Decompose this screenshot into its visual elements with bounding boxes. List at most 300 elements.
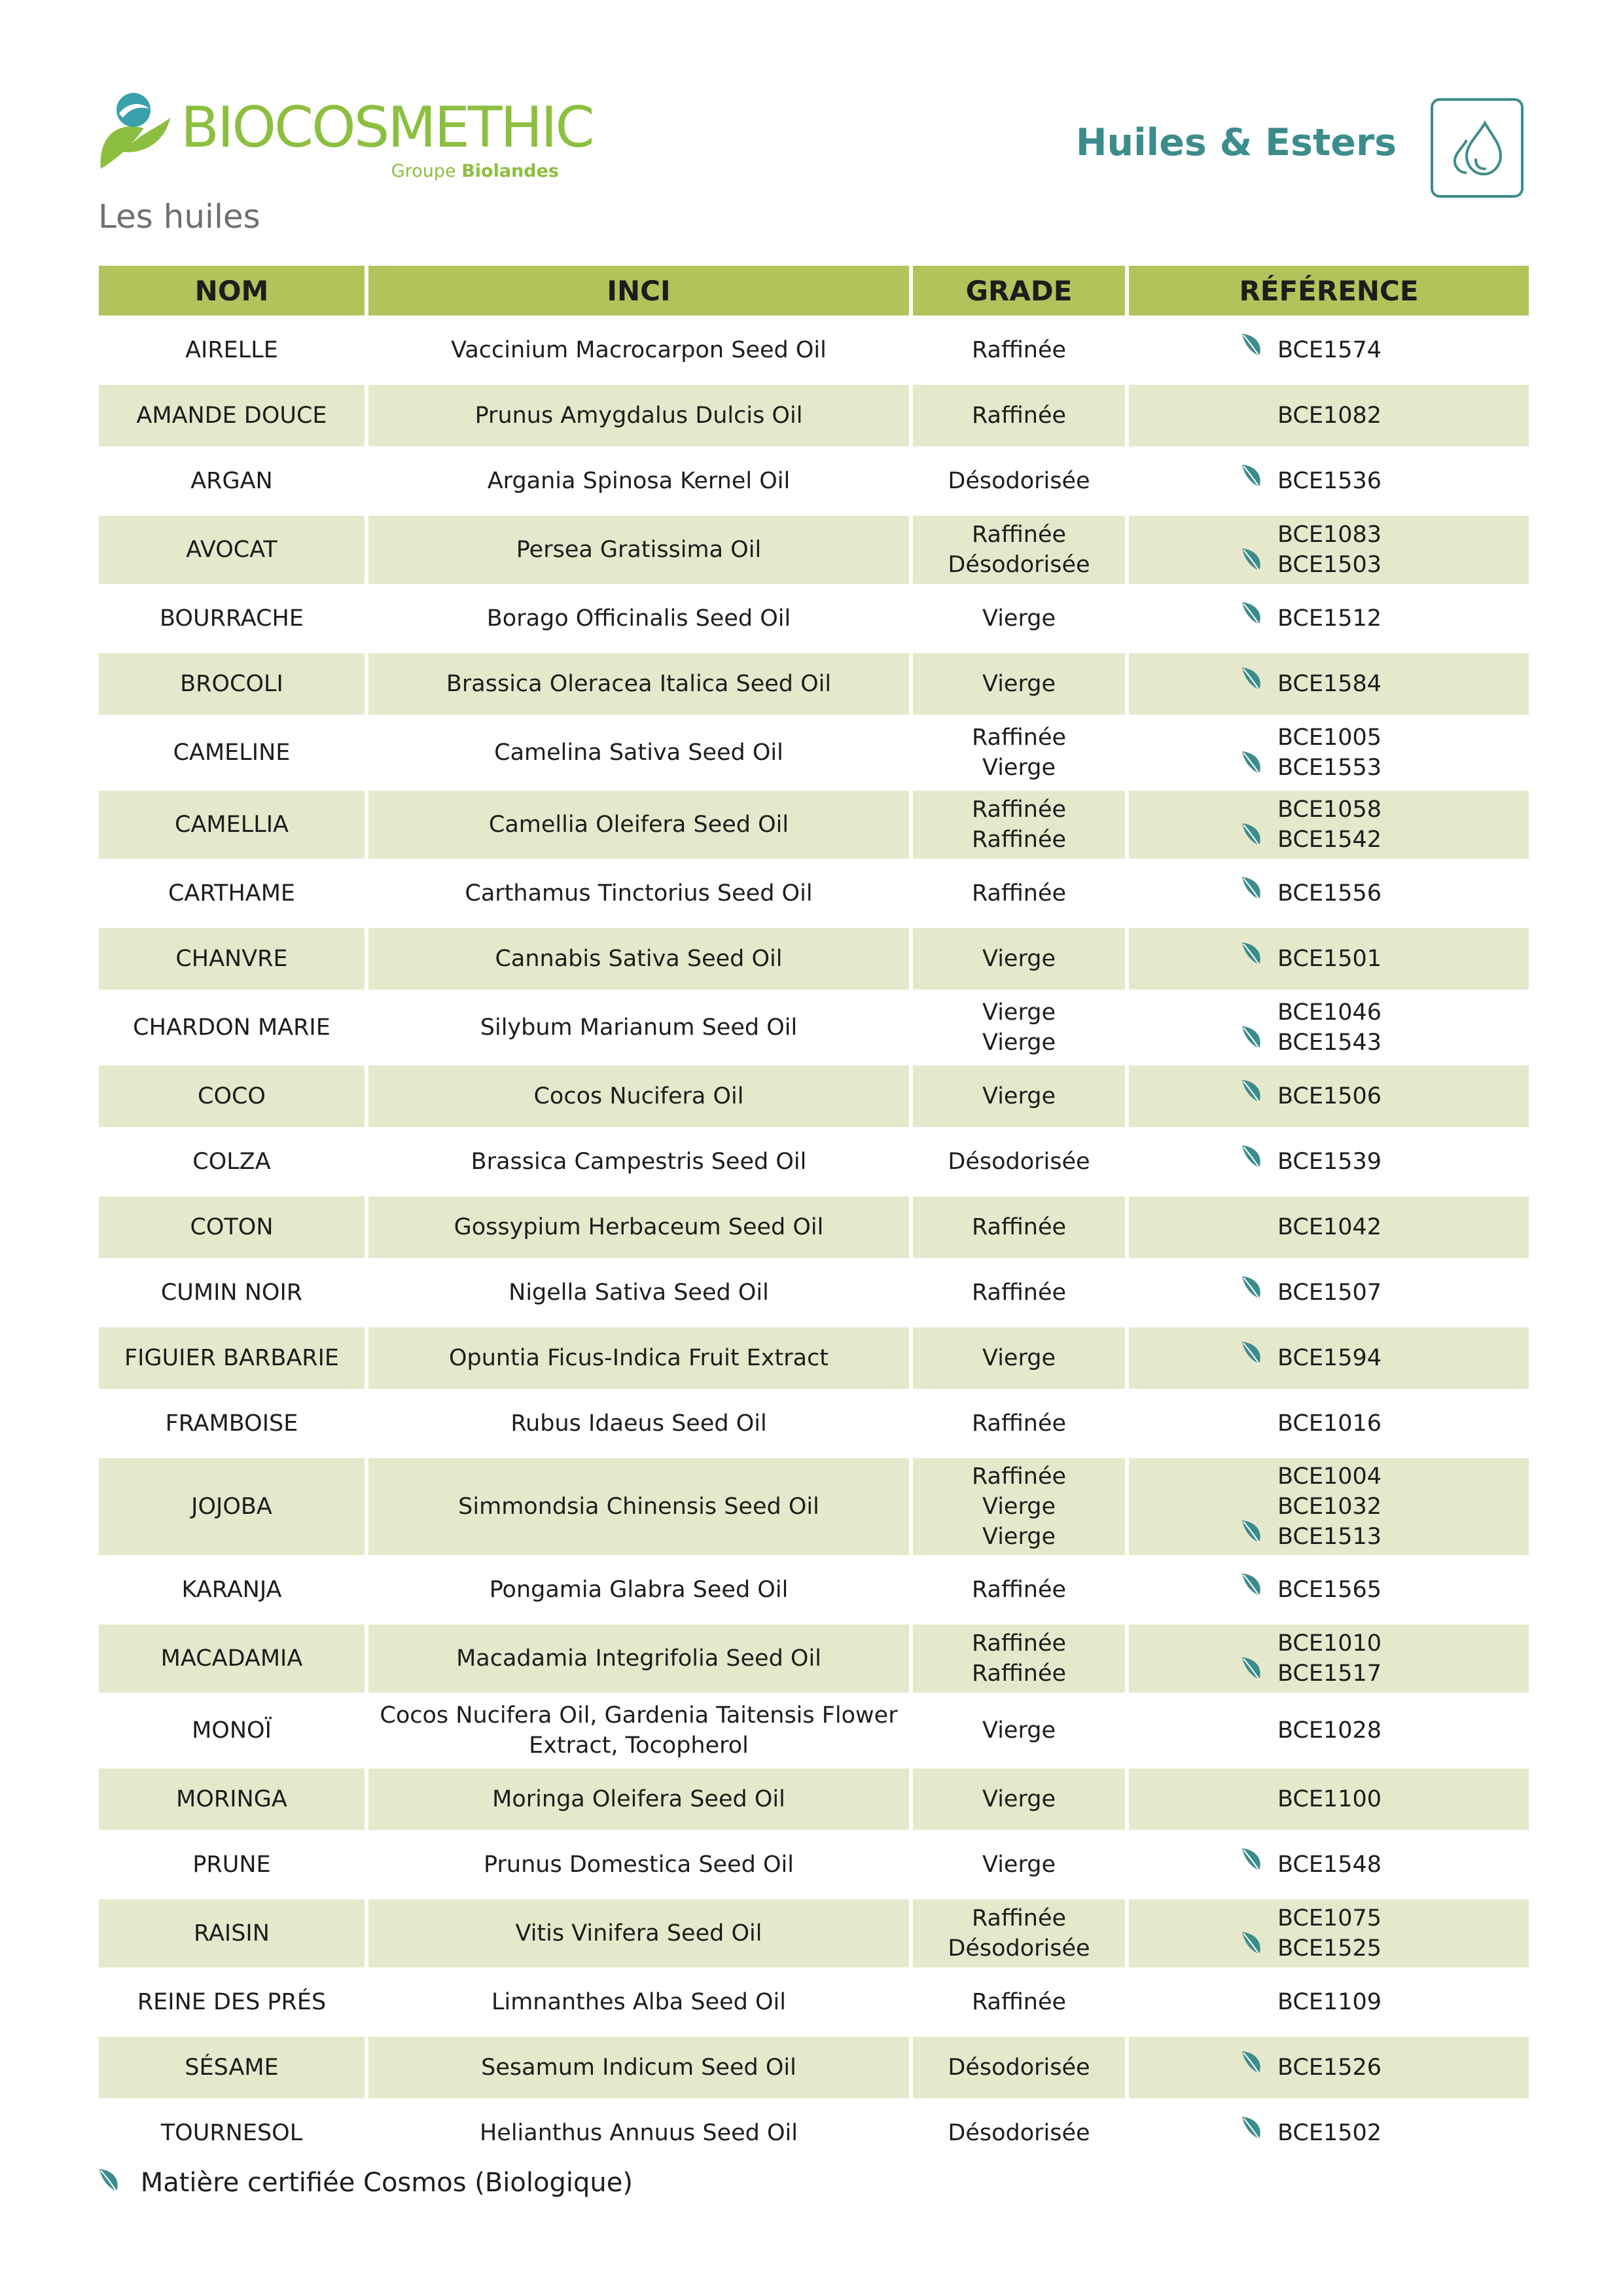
cell-grade <box>913 928 1125 994</box>
reference-code: BCE1553 <box>1277 755 1382 781</box>
legend-text: Matière certifiée Cosmos (Biologique) <box>140 2168 633 2198</box>
reference-list <box>1276 2118 1382 2148</box>
reference-line <box>1276 1147 1382 1177</box>
reference-code: BCE1517 <box>1277 1660 1382 1687</box>
reference-code: BCE1543 <box>1277 1030 1382 1056</box>
header-reference: RÉFÉRENCE <box>1129 266 1529 319</box>
table-header-row <box>99 266 1529 319</box>
leaf-icon <box>1240 1024 1266 1058</box>
reference-code: BCE1536 <box>1277 468 1382 494</box>
inci-line: Camellia Oleifera Seed Oil <box>488 812 789 838</box>
table-row <box>99 588 1529 653</box>
cell-reference <box>1129 1066 1529 1131</box>
leaf-icon <box>1240 1143 1266 1177</box>
table-row <box>99 1971 1529 2037</box>
cell-inci <box>368 653 909 719</box>
inci-line: Camelina Sativa Seed Oil <box>494 740 783 766</box>
grade-line: Vierge <box>982 755 1056 781</box>
reference-line <box>1276 753 1382 783</box>
cell-nom: BROCOLI <box>99 653 365 719</box>
reference-code: BCE1028 <box>1277 1717 1382 1744</box>
cell-grade <box>913 1393 1125 1458</box>
certification-legend <box>97 2166 633 2199</box>
grade-line: Raffinée <box>971 337 1067 363</box>
reference-line <box>1276 550 1382 580</box>
reference-list <box>1276 1278 1382 1308</box>
reference-list <box>1276 944 1382 974</box>
cell-inci <box>368 1899 909 1971</box>
grade-line: Raffinée <box>971 1214 1067 1240</box>
cell-inci <box>368 1196 909 1262</box>
inci-line: Macadamia Integrifolia Seed Oil <box>456 1645 821 1672</box>
oil-drops-icon <box>1431 98 1524 198</box>
grade-line: Raffinée <box>971 403 1067 429</box>
reference-line <box>1276 1492 1382 1522</box>
reference-list <box>1276 669 1382 699</box>
inci-line: Argania Spinosa Kernel Oil <box>487 468 791 494</box>
table-row <box>99 319 1529 385</box>
reference-code: BCE1574 <box>1277 337 1382 363</box>
cell-nom: CAMELLIA <box>99 791 365 863</box>
cell-inci <box>368 1327 909 1393</box>
leaf-icon <box>1240 821 1266 855</box>
brand-subtitle: Groupe Biolandes <box>391 161 559 181</box>
inci-line: Carthamus Tinctorius Seed Oil <box>465 880 813 906</box>
grade-line: Raffinée <box>971 1463 1067 1490</box>
cell-inci <box>368 1768 909 1834</box>
reference-list <box>1276 1343 1382 1373</box>
leaf-icon <box>1240 1571 1266 1605</box>
cell-nom: COTON <box>99 1196 365 1262</box>
reference-line <box>1276 795 1382 825</box>
cell-inci <box>368 928 909 994</box>
cell-nom: JOJOBA <box>99 1458 365 1559</box>
grade-line: Raffinée <box>971 827 1067 853</box>
table-row <box>99 1559 1529 1624</box>
cell-reference <box>1129 1624 1529 1696</box>
inci-line: Prunus Amygdalus Dulcis Oil <box>474 403 803 429</box>
cell-nom: COLZA <box>99 1131 365 1196</box>
reference-code: BCE1046 <box>1277 999 1382 1026</box>
reference-code: BCE1556 <box>1277 880 1382 906</box>
cell-grade <box>913 863 1125 928</box>
cell-reference <box>1129 1131 1529 1196</box>
leaf-icon <box>1240 1274 1266 1308</box>
cell-inci <box>368 1624 909 1696</box>
cell-grade <box>913 450 1125 516</box>
cell-nom: COCO <box>99 1066 365 1131</box>
reference-line <box>1276 1628 1382 1659</box>
cell-grade <box>913 1768 1125 1834</box>
cell-inci <box>368 1971 909 2037</box>
cell-inci <box>368 1559 909 1624</box>
cell-grade <box>913 2102 1125 2168</box>
cell-inci <box>368 1393 909 1458</box>
reference-list <box>1276 1987 1382 2017</box>
inci-line: Sesamum Indicum Seed Oil <box>481 2054 796 2081</box>
inci-line: Rubus Idaeus Seed Oil <box>510 1410 767 1437</box>
cell-grade <box>913 1624 1125 1696</box>
grade-line: Désodorisée <box>948 552 1090 578</box>
grade-line: Désodorisée <box>948 2120 1090 2146</box>
table-row <box>99 653 1529 719</box>
cell-inci <box>368 994 909 1066</box>
reference-list <box>1276 1628 1382 1689</box>
reference-line <box>1276 520 1382 550</box>
reference-list <box>1276 1903 1382 1964</box>
cell-grade <box>913 1196 1125 1262</box>
cell-reference <box>1129 1262 1529 1327</box>
cell-nom: MONOÏ <box>99 1696 365 1768</box>
cell-inci <box>368 791 909 863</box>
cell-nom: AVOCAT <box>99 516 365 588</box>
table-row <box>99 1696 1529 1768</box>
cell-nom: FRAMBOISE <box>99 1393 365 1458</box>
cell-nom: RAISIN <box>99 1899 365 1971</box>
cell-grade <box>913 994 1125 1066</box>
grade-line: Raffinée <box>971 1660 1067 1687</box>
cell-nom: SÉSAME <box>99 2037 365 2102</box>
cell-reference <box>1129 1327 1529 1393</box>
cell-reference <box>1129 1971 1529 2037</box>
reference-line <box>1276 878 1382 908</box>
reference-code: BCE1584 <box>1277 671 1382 697</box>
reference-list <box>1276 466 1382 496</box>
cell-reference <box>1129 450 1529 516</box>
inci-line: Silybum Marianum Seed Oil <box>480 1014 798 1041</box>
reference-line <box>1276 723 1382 753</box>
reference-code: BCE1016 <box>1277 1410 1382 1437</box>
cell-nom: REINE DES PRÉS <box>99 1971 365 2037</box>
reference-code: BCE1506 <box>1277 1083 1382 1109</box>
table-row <box>99 2102 1529 2168</box>
inci-line: Persea Gratissima Oil <box>516 537 762 563</box>
cell-inci <box>368 450 909 516</box>
table-row <box>99 516 1529 588</box>
cell-reference <box>1129 588 1529 653</box>
grade-line: Vierge <box>982 1524 1056 1550</box>
cell-nom: AMANDE DOUCE <box>99 385 365 450</box>
reference-list <box>1276 1212 1382 1242</box>
reference-code: BCE1005 <box>1277 725 1382 751</box>
grade-line: Raffinée <box>971 880 1067 906</box>
leaf-icon <box>1240 2049 1266 2083</box>
cell-grade <box>913 385 1125 450</box>
reference-list <box>1276 401 1382 431</box>
reference-code: BCE1501 <box>1277 946 1382 972</box>
inci-line: Prunus Domestica Seed Oil <box>484 1852 794 1878</box>
reference-code: BCE1082 <box>1277 403 1382 429</box>
table-row <box>99 2037 1529 2102</box>
reference-line <box>1276 603 1382 634</box>
table-row <box>99 385 1529 450</box>
cell-nom: CUMIN NOIR <box>99 1262 365 1327</box>
cell-inci <box>368 1066 909 1131</box>
reference-line <box>1276 1987 1382 2017</box>
reference-line <box>1276 669 1382 699</box>
logo-leaf-icon <box>97 92 175 170</box>
leaf-icon <box>97 2166 123 2199</box>
brand-name: BIOCOSMETHIC <box>181 95 593 160</box>
grade-line: Désodorisée <box>948 468 1090 494</box>
reference-list <box>1276 1715 1382 1746</box>
leaf-icon <box>1240 600 1266 634</box>
cell-grade <box>913 1327 1125 1393</box>
reference-line <box>1276 1408 1382 1439</box>
table-row <box>99 1393 1529 1458</box>
grade-line: Raffinée <box>971 797 1067 823</box>
leaf-icon <box>1240 749 1266 783</box>
inci-line: Pongamia Glabra Seed Oil <box>489 1577 789 1603</box>
reference-list <box>1276 1147 1382 1177</box>
leaf-icon <box>1240 1655 1266 1689</box>
reference-code: BCE1594 <box>1277 1345 1382 1371</box>
reference-list <box>1276 795 1382 855</box>
cell-nom: MORINGA <box>99 1768 365 1834</box>
inci-line: Brassica Campestris Seed Oil <box>471 1149 807 1175</box>
inci-line: Cocos Nucifera Oil, Gardenia Taitensis Flower <box>380 1702 898 1729</box>
cell-reference <box>1129 791 1529 863</box>
table-row <box>99 1196 1529 1262</box>
cell-nom: AIRELLE <box>99 319 365 385</box>
header-inci: INCI <box>368 266 909 319</box>
inci-line: Brassica Oleracea Italica Seed Oil <box>446 671 832 697</box>
reference-list <box>1276 878 1382 908</box>
reference-code: BCE1507 <box>1277 1280 1382 1306</box>
cell-grade <box>913 588 1125 653</box>
grade-line: Désodorisée <box>948 1935 1090 1962</box>
table-row <box>99 1899 1529 1971</box>
cell-grade <box>913 2037 1125 2102</box>
grade-line: Vierge <box>982 1083 1056 1109</box>
category-title: Huiles & Esters <box>1075 121 1397 164</box>
inci-line: Borago Officinalis Seed Oil <box>486 605 791 632</box>
leaf-icon <box>1240 940 1266 974</box>
reference-list <box>1276 1081 1382 1111</box>
reference-code: BCE1075 <box>1277 1905 1382 1931</box>
cell-grade <box>913 719 1125 791</box>
inci-line: Opuntia Ficus-Indica Fruit Extract <box>448 1345 829 1371</box>
reference-code: BCE1548 <box>1277 1852 1382 1878</box>
cell-grade <box>913 1559 1125 1624</box>
grade-line: Raffinée <box>971 1280 1067 1306</box>
leaf-icon <box>1240 2114 1266 2148</box>
cell-grade <box>913 1834 1125 1899</box>
cell-nom: BOURRACHE <box>99 588 365 653</box>
grade-line: Raffinée <box>971 1410 1067 1437</box>
leaf-icon <box>1240 1077 1266 1111</box>
grade-line: Vierge <box>982 1717 1056 1744</box>
cell-reference <box>1129 1393 1529 1458</box>
grade-line: Raffinée <box>971 725 1067 751</box>
leaf-icon <box>1240 1846 1266 1880</box>
table-row <box>99 1327 1529 1393</box>
cell-reference <box>1129 719 1529 791</box>
reference-line <box>1276 466 1382 496</box>
reference-list <box>1276 997 1382 1058</box>
reference-list <box>1276 335 1382 365</box>
reference-code: BCE1512 <box>1277 605 1382 632</box>
leaf-icon <box>1240 546 1266 580</box>
reference-code: BCE1539 <box>1277 1149 1382 1175</box>
cell-nom: ARGAN <box>99 450 365 516</box>
cell-reference <box>1129 319 1529 385</box>
reference-code: BCE1513 <box>1277 1524 1382 1550</box>
inci-line: Limnanthes Alba Seed Oil <box>491 1989 786 2015</box>
reference-line <box>1276 1522 1382 1552</box>
cell-inci <box>368 588 909 653</box>
grade-line: Raffinée <box>971 1905 1067 1931</box>
cell-nom: CHARDON MARIE <box>99 994 365 1066</box>
header-nom: NOM <box>99 266 365 319</box>
grade-line: Désodorisée <box>948 1149 1090 1175</box>
cell-inci <box>368 1131 909 1196</box>
reference-line <box>1276 2053 1382 2083</box>
grade-line: Vierge <box>982 1852 1056 1878</box>
reference-list <box>1276 723 1382 783</box>
cell-inci <box>368 516 909 588</box>
table-row <box>99 1131 1529 1196</box>
cell-nom: FIGUIER BARBARIE <box>99 1327 365 1393</box>
cell-inci <box>368 385 909 450</box>
cell-reference <box>1129 1834 1529 1899</box>
inci-line: Gossypium Herbaceum Seed Oil <box>454 1214 824 1240</box>
cell-inci <box>368 1696 909 1768</box>
cell-reference <box>1129 1196 1529 1262</box>
inci-line: Nigella Sativa Seed Oil <box>508 1280 769 1306</box>
grade-line: Vierge <box>982 671 1056 697</box>
reference-line <box>1276 1278 1382 1308</box>
cell-grade <box>913 516 1125 588</box>
table-row <box>99 928 1529 994</box>
cell-nom: CHANVRE <box>99 928 365 994</box>
grade-line: Raffinée <box>971 522 1067 548</box>
table-row <box>99 863 1529 928</box>
cell-reference <box>1129 516 1529 588</box>
cell-nom: MACADAMIA <box>99 1624 365 1696</box>
table-row <box>99 994 1529 1066</box>
table-row <box>99 1066 1529 1131</box>
reference-line <box>1276 997 1382 1028</box>
cell-reference <box>1129 994 1529 1066</box>
section-title: Les huiles <box>98 198 260 236</box>
leaf-icon <box>1240 1518 1266 1552</box>
cell-inci <box>368 1834 909 1899</box>
table-row <box>99 1262 1529 1327</box>
table-row <box>99 1458 1529 1559</box>
inci-line: Vaccinium Macrocarpon Seed Oil <box>451 337 827 363</box>
reference-code: BCE1503 <box>1277 552 1382 578</box>
cell-grade <box>913 1458 1125 1559</box>
cell-grade <box>913 1066 1125 1131</box>
reference-code: BCE1100 <box>1277 1786 1382 1812</box>
reference-line <box>1276 1212 1382 1242</box>
grade-line: Raffinée <box>971 1630 1067 1657</box>
reference-list <box>1276 1850 1382 1880</box>
cell-grade <box>913 791 1125 863</box>
inci-line: Extract, Tocopherol <box>529 1732 749 1759</box>
reference-code: BCE1083 <box>1277 522 1382 548</box>
grade-line: Vierge <box>982 1494 1056 1520</box>
inci-line: Simmondsia Chinensis Seed Oil <box>458 1494 819 1520</box>
inci-line: Cocos Nucifera Oil <box>533 1083 744 1109</box>
reference-code: BCE1525 <box>1277 1935 1382 1962</box>
cell-nom: CARTHAME <box>99 863 365 928</box>
cell-inci <box>368 319 909 385</box>
cell-nom: KARANJA <box>99 1559 365 1624</box>
reference-line <box>1276 825 1382 855</box>
reference-list <box>1276 2053 1382 2083</box>
grade-line: Vierge <box>982 946 1056 972</box>
reference-line <box>1276 401 1382 431</box>
cell-reference <box>1129 385 1529 450</box>
cell-grade <box>913 1262 1125 1327</box>
reference-list <box>1276 1784 1382 1814</box>
leaf-icon <box>1240 1929 1266 1964</box>
cell-grade <box>913 1899 1125 1971</box>
cell-reference <box>1129 928 1529 994</box>
cell-inci <box>368 1262 909 1327</box>
cell-grade <box>913 1131 1125 1196</box>
inci-line: Moringa Oleifera Seed Oil <box>492 1786 785 1812</box>
cell-reference <box>1129 2102 1529 2168</box>
reference-code: BCE1010 <box>1277 1630 1382 1657</box>
header-grade: GRADE <box>913 266 1125 319</box>
cell-inci <box>368 2037 909 2102</box>
reference-code: BCE1058 <box>1277 797 1382 823</box>
leaf-icon <box>1240 462 1266 496</box>
reference-line <box>1276 1659 1382 1689</box>
grade-line: Vierge <box>982 1030 1056 1056</box>
cell-reference <box>1129 1768 1529 1834</box>
cell-inci <box>368 2102 909 2168</box>
reference-code: BCE1032 <box>1277 1494 1382 1520</box>
reference-line <box>1276 1081 1382 1111</box>
leaf-icon <box>1240 665 1266 699</box>
oils-table <box>95 266 1533 2168</box>
cell-nom: CAMELINE <box>99 719 365 791</box>
cell-reference <box>1129 2037 1529 2102</box>
grade-line: Vierge <box>982 999 1056 1026</box>
reference-line <box>1276 1784 1382 1814</box>
cell-nom: PRUNE <box>99 1834 365 1899</box>
leaf-icon <box>1240 874 1266 908</box>
cell-grade <box>913 1696 1125 1768</box>
cell-reference <box>1129 653 1529 719</box>
cell-reference <box>1129 1559 1529 1624</box>
grade-line: Vierge <box>982 1345 1056 1371</box>
inci-line: Helianthus Annuus Seed Oil <box>479 2120 798 2146</box>
table-row <box>99 1624 1529 1696</box>
grade-line: Raffinée <box>971 1989 1067 2015</box>
reference-line <box>1276 335 1382 365</box>
reference-line <box>1276 944 1382 974</box>
reference-line <box>1276 1903 1382 1933</box>
grade-line: Vierge <box>982 1786 1056 1812</box>
reference-line <box>1276 1028 1382 1058</box>
leaf-icon <box>1240 1339 1266 1373</box>
reference-code: BCE1502 <box>1277 2120 1382 2146</box>
inci-line: Cannabis Sativa Seed Oil <box>495 946 783 972</box>
table-row <box>99 719 1529 791</box>
reference-code: BCE1526 <box>1277 2054 1382 2081</box>
reference-code: BCE1004 <box>1277 1463 1382 1490</box>
cell-nom: TOURNESOL <box>99 2102 365 2168</box>
leaf-icon <box>1240 331 1266 365</box>
reference-line <box>1276 1850 1382 1880</box>
cell-reference <box>1129 1696 1529 1768</box>
inci-line: Vitis Vinifera Seed Oil <box>515 1920 762 1946</box>
